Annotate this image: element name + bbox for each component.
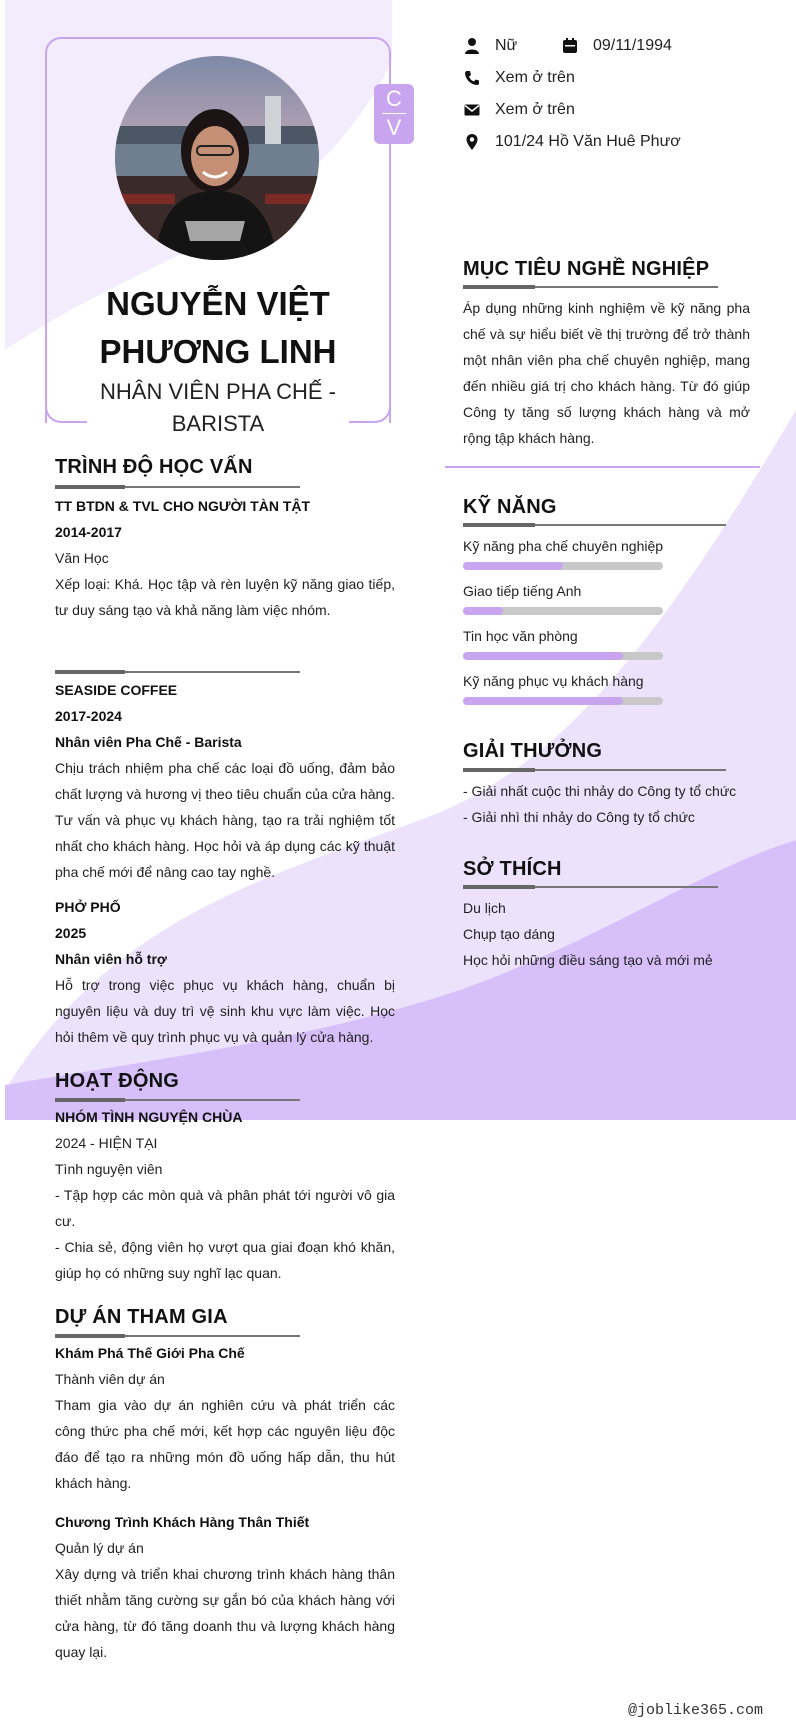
activities-org: NHÓM TÌNH NGUYỆN CHÙA bbox=[55, 1109, 243, 1125]
candidate-job-title: NHÂN VIÊN PHA CHẾ - BARISTA bbox=[100, 379, 336, 436]
project-name: Khám Phá Thế Giới Pha Chế bbox=[55, 1345, 245, 1361]
hobby-item: Học hỏi những điều sáng tạo và mới mẻ bbox=[463, 952, 713, 968]
cv-badge bbox=[374, 84, 414, 144]
skill-bar bbox=[463, 607, 663, 615]
experience-role: Nhân viên hỗ trợ bbox=[55, 951, 167, 967]
project-role: Quản lý dự án bbox=[55, 1540, 144, 1556]
education-school: TT BTDN & TVL CHO NGƯỜI TÀN TẬT bbox=[55, 498, 311, 514]
skills-divider bbox=[463, 524, 726, 526]
education-major: Văn Học bbox=[55, 550, 109, 566]
skill-name: Giao tiếp tiếng Anh bbox=[463, 583, 582, 599]
hobbies-divider bbox=[463, 886, 718, 888]
skill-bar bbox=[463, 697, 663, 705]
skill-name: Kỹ năng phục vụ khách hàng bbox=[463, 673, 644, 689]
skill-name: Tin học văn phòng bbox=[463, 628, 578, 644]
experience-description: Chịu trách nhiệm pha chế các loại đồ uống, đảm bảo chất lượng và hương vị theo tiêu chuẩn của cửa hàng. Tư vấn và phục vụ khách hàng, tạo ra trải nghiệm tốt nhất cho khách hàng. Học hỏi và áp dụng các kỹ thuật pha chế mới để nâng cao tay nghề. bbox=[55, 760, 395, 880]
experience-company: PHỞ PHỐ bbox=[55, 899, 121, 915]
watermark: @joblike365.com bbox=[628, 1702, 764, 1719]
avatar bbox=[115, 56, 319, 260]
cv-badge-top: C bbox=[386, 86, 402, 111]
contact-gender bbox=[463, 37, 517, 55]
award-item: - Giải nhất cuộc thi nhảy do Công ty tổ chức bbox=[463, 783, 737, 799]
gender-value: Nữ bbox=[495, 37, 518, 54]
objective-divider bbox=[463, 286, 718, 288]
phone-value: Xem ở trên bbox=[495, 69, 575, 86]
skill-bar bbox=[463, 562, 663, 570]
project-role: Thành viên dự án bbox=[55, 1371, 165, 1387]
awards-title: GIẢI THƯỞNG bbox=[463, 740, 603, 762]
education-description: Xếp loại: Khá. Học tập và rèn luyện kỹ năng giao tiếp, tư duy sáng tạo và khả năng làm việc nhóm. bbox=[55, 576, 395, 618]
experience-company: SEASIDE COFFEE bbox=[55, 682, 178, 698]
activities-divider bbox=[55, 1099, 300, 1101]
award-item: - Giải nhì thi nhảy do Công ty tổ chức bbox=[463, 809, 695, 825]
contact-address bbox=[463, 133, 681, 151]
person-icon bbox=[463, 37, 481, 55]
project-description: Tham gia vào dự án nghiên cứu và phát triển các công thức pha chế mới, kết hợp các nguyên liệu độc đáo để tạo ra những món đồ uống hấp dẫn, thu hút khách hàng. bbox=[55, 1397, 395, 1491]
objective-separator bbox=[445, 466, 760, 468]
projects-divider bbox=[55, 1335, 300, 1337]
skill-fill bbox=[463, 697, 623, 705]
contact-email bbox=[463, 101, 575, 119]
skill-name: Kỹ năng pha chế chuyên nghiệp bbox=[463, 538, 664, 554]
education-divider bbox=[55, 486, 300, 488]
education-title: TRÌNH ĐỘ HỌC VẤN bbox=[55, 456, 253, 478]
projects-title: DỰ ÁN THAM GIA bbox=[55, 1306, 228, 1328]
awards-divider bbox=[463, 769, 726, 771]
candidate-name: NGUYỄN VIỆT PHƯƠNG LINH bbox=[99, 285, 337, 370]
phone-icon bbox=[463, 69, 481, 87]
skill-bar bbox=[463, 652, 663, 660]
experience-years: 2017-2024 bbox=[55, 708, 122, 724]
cv-badge-divider bbox=[382, 113, 406, 114]
activities-line-1: - Tập hợp các mòn quà và phân phát tới người vô gia cư. bbox=[55, 1187, 395, 1229]
project-description: Xây dựng và triển khai chương trình khách hàng thân thiết nhằm tăng cường sự gắn bó của khách hàng với cửa hàng, từ đó tăng doanh thu và lượng khách hàng quay lại. bbox=[55, 1566, 395, 1660]
activities-line-2: - Chia sẻ, động viên họ vượt qua giai đoạn khó khăn, giúp họ có những suy nghĩ lạc quan. bbox=[55, 1239, 395, 1281]
map-pin-icon bbox=[463, 133, 481, 151]
calendar-icon bbox=[561, 37, 579, 55]
activities-years: 2024 - HIỆN TẠI bbox=[55, 1135, 158, 1151]
cv-badge-bottom: V bbox=[386, 115, 402, 140]
activities-role: Tình nguyện viên bbox=[55, 1161, 163, 1177]
hobbies-title: SỞ THÍCH bbox=[463, 858, 562, 880]
birthday-value: 09/11/1994 bbox=[593, 37, 672, 54]
skill-fill bbox=[463, 652, 623, 660]
activities-title: HOẠT ĐỘNG bbox=[55, 1070, 180, 1092]
hobby-item: Du lịch bbox=[463, 900, 506, 916]
experience-role: Nhân viên Pha Chế - Barista bbox=[55, 734, 242, 750]
address-value: 101/24 Hồ Văn Huê Phươ bbox=[495, 133, 681, 150]
email-value: Xem ở trên bbox=[495, 101, 575, 118]
skill-fill bbox=[463, 607, 503, 615]
experience-years: 2025 bbox=[55, 925, 87, 941]
envelope-icon bbox=[463, 101, 481, 119]
contact-birthday bbox=[561, 37, 672, 55]
contact-phone bbox=[463, 69, 575, 87]
objective-title: MỤC TIÊU NGHỀ NGHIỆP bbox=[463, 258, 710, 280]
skill-fill bbox=[463, 562, 563, 570]
objective-text: Áp dụng những kinh nghiệm về kỹ năng pha chế và sự hiểu biết về thị trường để trở thành một nhân viên pha chế chuyên nghiệp, mang đến nhiều giá trị cho khách hàng. Từ đó giúp Công ty tăng số lượng khách hàng và mở rộng tập khách hàng. bbox=[463, 300, 750, 446]
skills-title: KỸ NĂNG bbox=[463, 496, 557, 518]
experience-description: Hỗ trợ trong việc phục vụ khách hàng, chuẩn bị nguyên liệu và duy trì vệ sinh khu vực làm việc. Học hỏi thêm về quy trình phục vụ và quản lý cửa hàng. bbox=[55, 977, 395, 1045]
project-name: Chương Trình Khách Hàng Thân Thiết bbox=[55, 1514, 310, 1530]
experience-divider bbox=[55, 671, 300, 673]
education-years: 2014-2017 bbox=[55, 524, 122, 540]
hobby-item: Chụp tạo dáng bbox=[463, 926, 555, 942]
